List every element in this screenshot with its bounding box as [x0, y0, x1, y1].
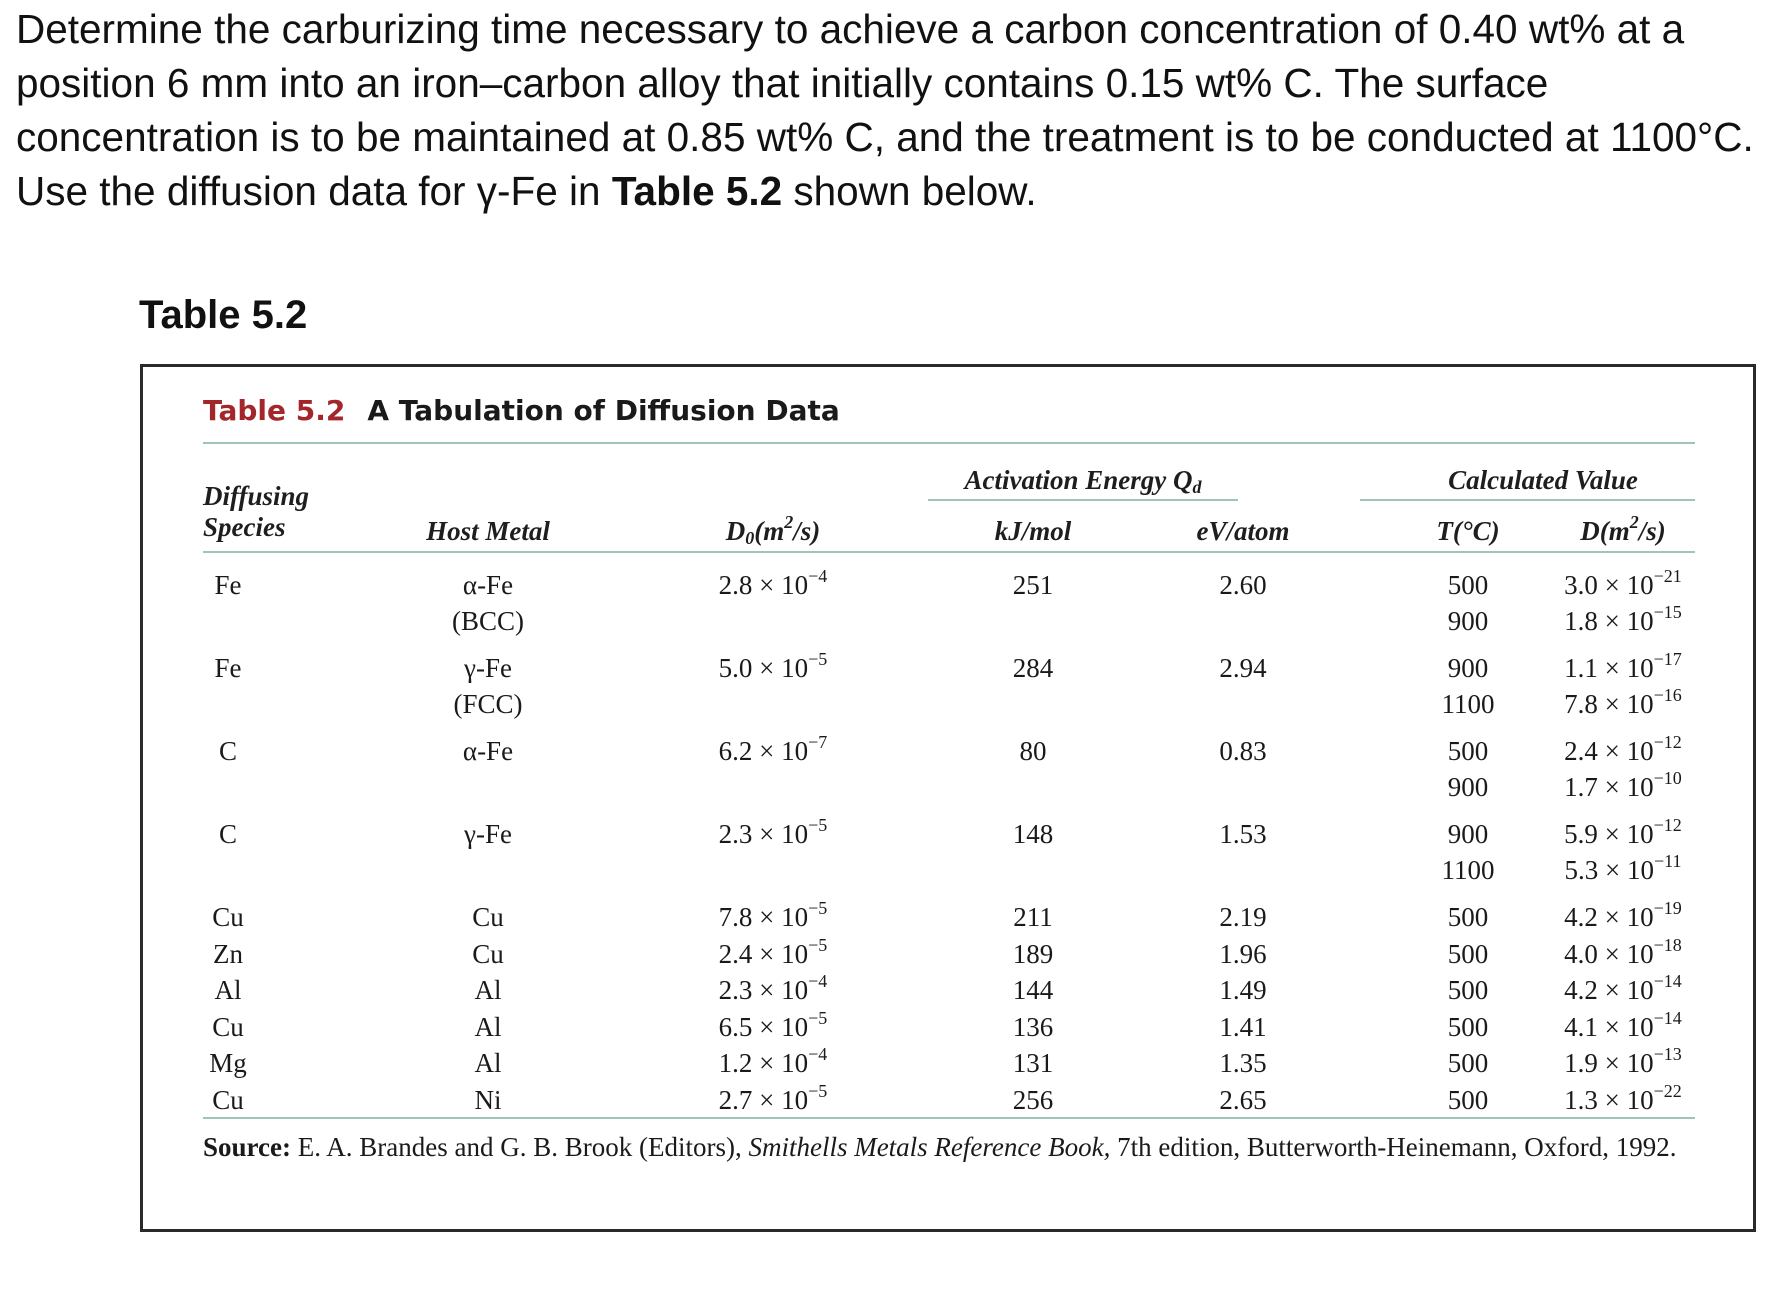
- cell-diffusing-species: Cu: [212, 1011, 244, 1042]
- cell-activation-energy-ev: 1.53: [1219, 819, 1267, 849]
- cell-activation-energy-kj: 148: [1012, 819, 1054, 849]
- table-caption-title: A Tabulation of Diffusion Data: [367, 394, 840, 427]
- cell-host-metal: α-Fe: [462, 570, 514, 600]
- cell-activation-energy-ev: 1.96: [1219, 938, 1267, 969]
- cell-calculated-d: $4.1 \times 10^{-14}$: [1564, 1007, 1682, 1042]
- cell-d0-value: $6.5 \times 10^{-5}$: [718, 1007, 828, 1042]
- cell-host-metal: γ-Fe: [464, 653, 512, 683]
- cell-diffusing-species: Cu: [212, 1084, 244, 1115]
- cell-activation-energy-kj: 80: [1019, 736, 1047, 766]
- cell-activation-energy-ev: 2.19: [1219, 902, 1267, 932]
- cell-diffusing-species: Mg: [209, 1048, 247, 1078]
- cell-activation-energy-kj: 144: [1012, 975, 1054, 1005]
- cell-activation-energy-ev: 2.94: [1219, 653, 1267, 683]
- cell-activation-energy-ev: 2.60: [1219, 570, 1267, 600]
- cell-host-metal: Al: [474, 1048, 502, 1078]
- source-authors: E. A. Brandes and G. B. Brook (Editors),: [291, 1132, 749, 1162]
- cell-d0-value: $2.8 \times 10^{-4}$: [718, 566, 828, 600]
- cell-activation-energy-kj: 189: [1012, 938, 1054, 969]
- cell-calculated-d: $1.7 \times 10^{-10}$: [1564, 768, 1682, 802]
- cell-temperature: 1100: [1441, 689, 1495, 719]
- cell-host-metal: Cu: [472, 938, 504, 969]
- question-table-reference: Table 5.2: [611, 168, 783, 214]
- cell-d0-value: $5.0 \times 10^{-5}$: [718, 649, 828, 683]
- cell-activation-energy-ev: 1.35: [1219, 1048, 1267, 1078]
- cell-temperature: 500: [1447, 736, 1489, 766]
- source-book-title: Smithells Metals Reference Book,: [748, 1132, 1111, 1162]
- activation-energy-group-rule: [928, 499, 1238, 501]
- cell-diffusing-species: C: [218, 819, 237, 849]
- cell-host-metal: γ-Fe: [464, 819, 512, 849]
- cell-activation-energy-kj: 211: [1013, 902, 1053, 932]
- table-caption: [203, 393, 840, 429]
- cell-temperature: 500: [1447, 902, 1489, 932]
- cell-diffusing-species: Al: [214, 975, 242, 1005]
- header-host-metal: Host Metal: [426, 516, 550, 546]
- cell-d0-value: $7.8 \times 10^{-5}$: [718, 898, 828, 932]
- cell-activation-energy-ev: 2.65: [1219, 1084, 1267, 1115]
- header-activation-energy: Activation Energy $Q_d$: [964, 465, 1202, 497]
- cell-temperature: 500: [1447, 1084, 1489, 1115]
- table-heading: Table 5.2: [139, 293, 308, 337]
- cell-host-metal: Ni: [474, 1084, 502, 1115]
- cell-d0-value: $1.2 \times 10^{-4}$: [718, 1044, 828, 1078]
- cell-temperature: 1100: [1441, 855, 1495, 885]
- question-text: [16, 2, 1756, 218]
- cell-d0-value: $2.4 \times 10^{-5}$: [718, 934, 828, 969]
- cell-d0-value: $6.2 \times 10^{-7}$: [718, 732, 828, 766]
- cell-temperature: 900: [1447, 819, 1489, 849]
- header-diffusing-species-line2: Species: [203, 512, 286, 542]
- table-bottom-rule: [203, 1117, 1695, 1119]
- diffusion-data-table: [140, 364, 1756, 1232]
- cell-calculated-d: $1.8 \times 10^{-15}$: [1564, 602, 1682, 636]
- calculated-value-group-rule: [1360, 499, 1695, 501]
- cell-calculated-d: $2.4 \times 10^{-12}$: [1564, 732, 1682, 766]
- cell-calculated-d: $4.2 \times 10^{-14}$: [1564, 971, 1682, 1005]
- cell-activation-energy-kj: 284: [1012, 653, 1054, 683]
- cell-d0-value: $2.3 \times 10^{-4}$: [718, 971, 828, 1005]
- cell-calculated-d: $1.1 \times 10^{-17}$: [1564, 649, 1682, 683]
- header-kj-per-mol: kJ/mol: [994, 516, 1072, 546]
- cell-calculated-d: $1.9 \times 10^{-13}$: [1564, 1044, 1682, 1078]
- header-bottom-rule: [203, 551, 1695, 553]
- cell-temperature: 500: [1447, 938, 1489, 969]
- cell-diffusing-species: Zn: [213, 938, 243, 969]
- table-source-note: [203, 1129, 1703, 1165]
- cell-activation-energy-kj: 251: [1012, 570, 1054, 600]
- cell-activation-energy-kj: 256: [1012, 1084, 1054, 1115]
- cell-calculated-d: $4.2 \times 10^{-19}$: [1564, 898, 1682, 932]
- cell-calculated-d: $1.3 \times 10^{-22}$: [1564, 1080, 1682, 1115]
- cell-calculated-d: $3.0 \times 10^{-21}$: [1564, 566, 1682, 600]
- table-top-rule: [203, 442, 1695, 444]
- cell-diffusing-species: Cu: [212, 902, 244, 932]
- cell-calculated-d: $7.8 \times 10^{-16}$: [1564, 685, 1682, 719]
- cell-temperature: 900: [1447, 606, 1489, 636]
- cell-activation-energy-ev: 0.83: [1219, 736, 1267, 766]
- header-diffusing-species-line1: Diffusing: [203, 481, 310, 511]
- cell-temperature: 500: [1447, 1048, 1489, 1078]
- cell-diffusing-species: C: [218, 736, 237, 766]
- cell-host-crystal-structure: (BCC): [451, 606, 524, 636]
- header-calculated-value: Calculated Value: [1448, 465, 1638, 495]
- cell-activation-energy-ev: 1.49: [1219, 975, 1267, 1005]
- cell-calculated-d: $5.3 \times 10^{-11}$: [1564, 851, 1682, 885]
- cell-calculated-d: $5.9 \times 10^{-12}$: [1564, 815, 1682, 849]
- cell-host-metal: Cu: [472, 902, 504, 932]
- cell-calculated-d: $4.0 \times 10^{-18}$: [1564, 934, 1682, 969]
- cell-temperature: 500: [1447, 1011, 1489, 1042]
- question-text-part2: shown below.: [782, 168, 1037, 214]
- cell-host-crystal-structure: (FCC): [453, 689, 523, 719]
- header-temperature: T(°C): [1436, 516, 1500, 546]
- cell-host-metal: Al: [474, 975, 502, 1005]
- cell-host-metal: α-Fe: [462, 736, 514, 766]
- header-d0: $D_0(m^2/s)$: [725, 512, 821, 548]
- cell-activation-energy-ev: 1.41: [1219, 1011, 1267, 1042]
- cell-diffusing-species: Fe: [214, 653, 242, 683]
- cell-host-metal: Al: [474, 1011, 502, 1042]
- cell-d0-value: $2.7 \times 10^{-5}$: [718, 1080, 828, 1115]
- header-ev-per-atom: eV/atom: [1196, 516, 1290, 546]
- question-text-part1: Determine the carburizing time necessary to achieve a carbon concentration of 0.40 wt% at a position 6 mm into an iron–carbon alloy that initially contains 0.15 wt% C. The surface concentration is to be maintained at 0.85 wt% C, and the treatment is to be conducted at 1100°C. Use the diffusion data for γ-Fe in: [16, 6, 1754, 214]
- header-d-calculated: $D(m^2/s)$: [1580, 512, 1666, 546]
- cell-activation-energy-kj: 136: [1012, 1011, 1054, 1042]
- cell-temperature: 500: [1447, 975, 1489, 1005]
- cell-temperature: 900: [1447, 653, 1489, 683]
- source-label: Source:: [203, 1132, 291, 1162]
- source-publication: 7th edition, Butterworth-Heinemann, Oxford, 1992.: [1110, 1132, 1677, 1162]
- table-caption-number: Table 5.2: [203, 394, 346, 427]
- cell-temperature: 500: [1447, 570, 1489, 600]
- cell-d0-value: $2.3 \times 10^{-5}$: [718, 815, 828, 849]
- cell-activation-energy-kj: 131: [1012, 1048, 1054, 1078]
- cell-temperature: 900: [1447, 772, 1489, 802]
- cell-diffusing-species: Fe: [214, 570, 242, 600]
